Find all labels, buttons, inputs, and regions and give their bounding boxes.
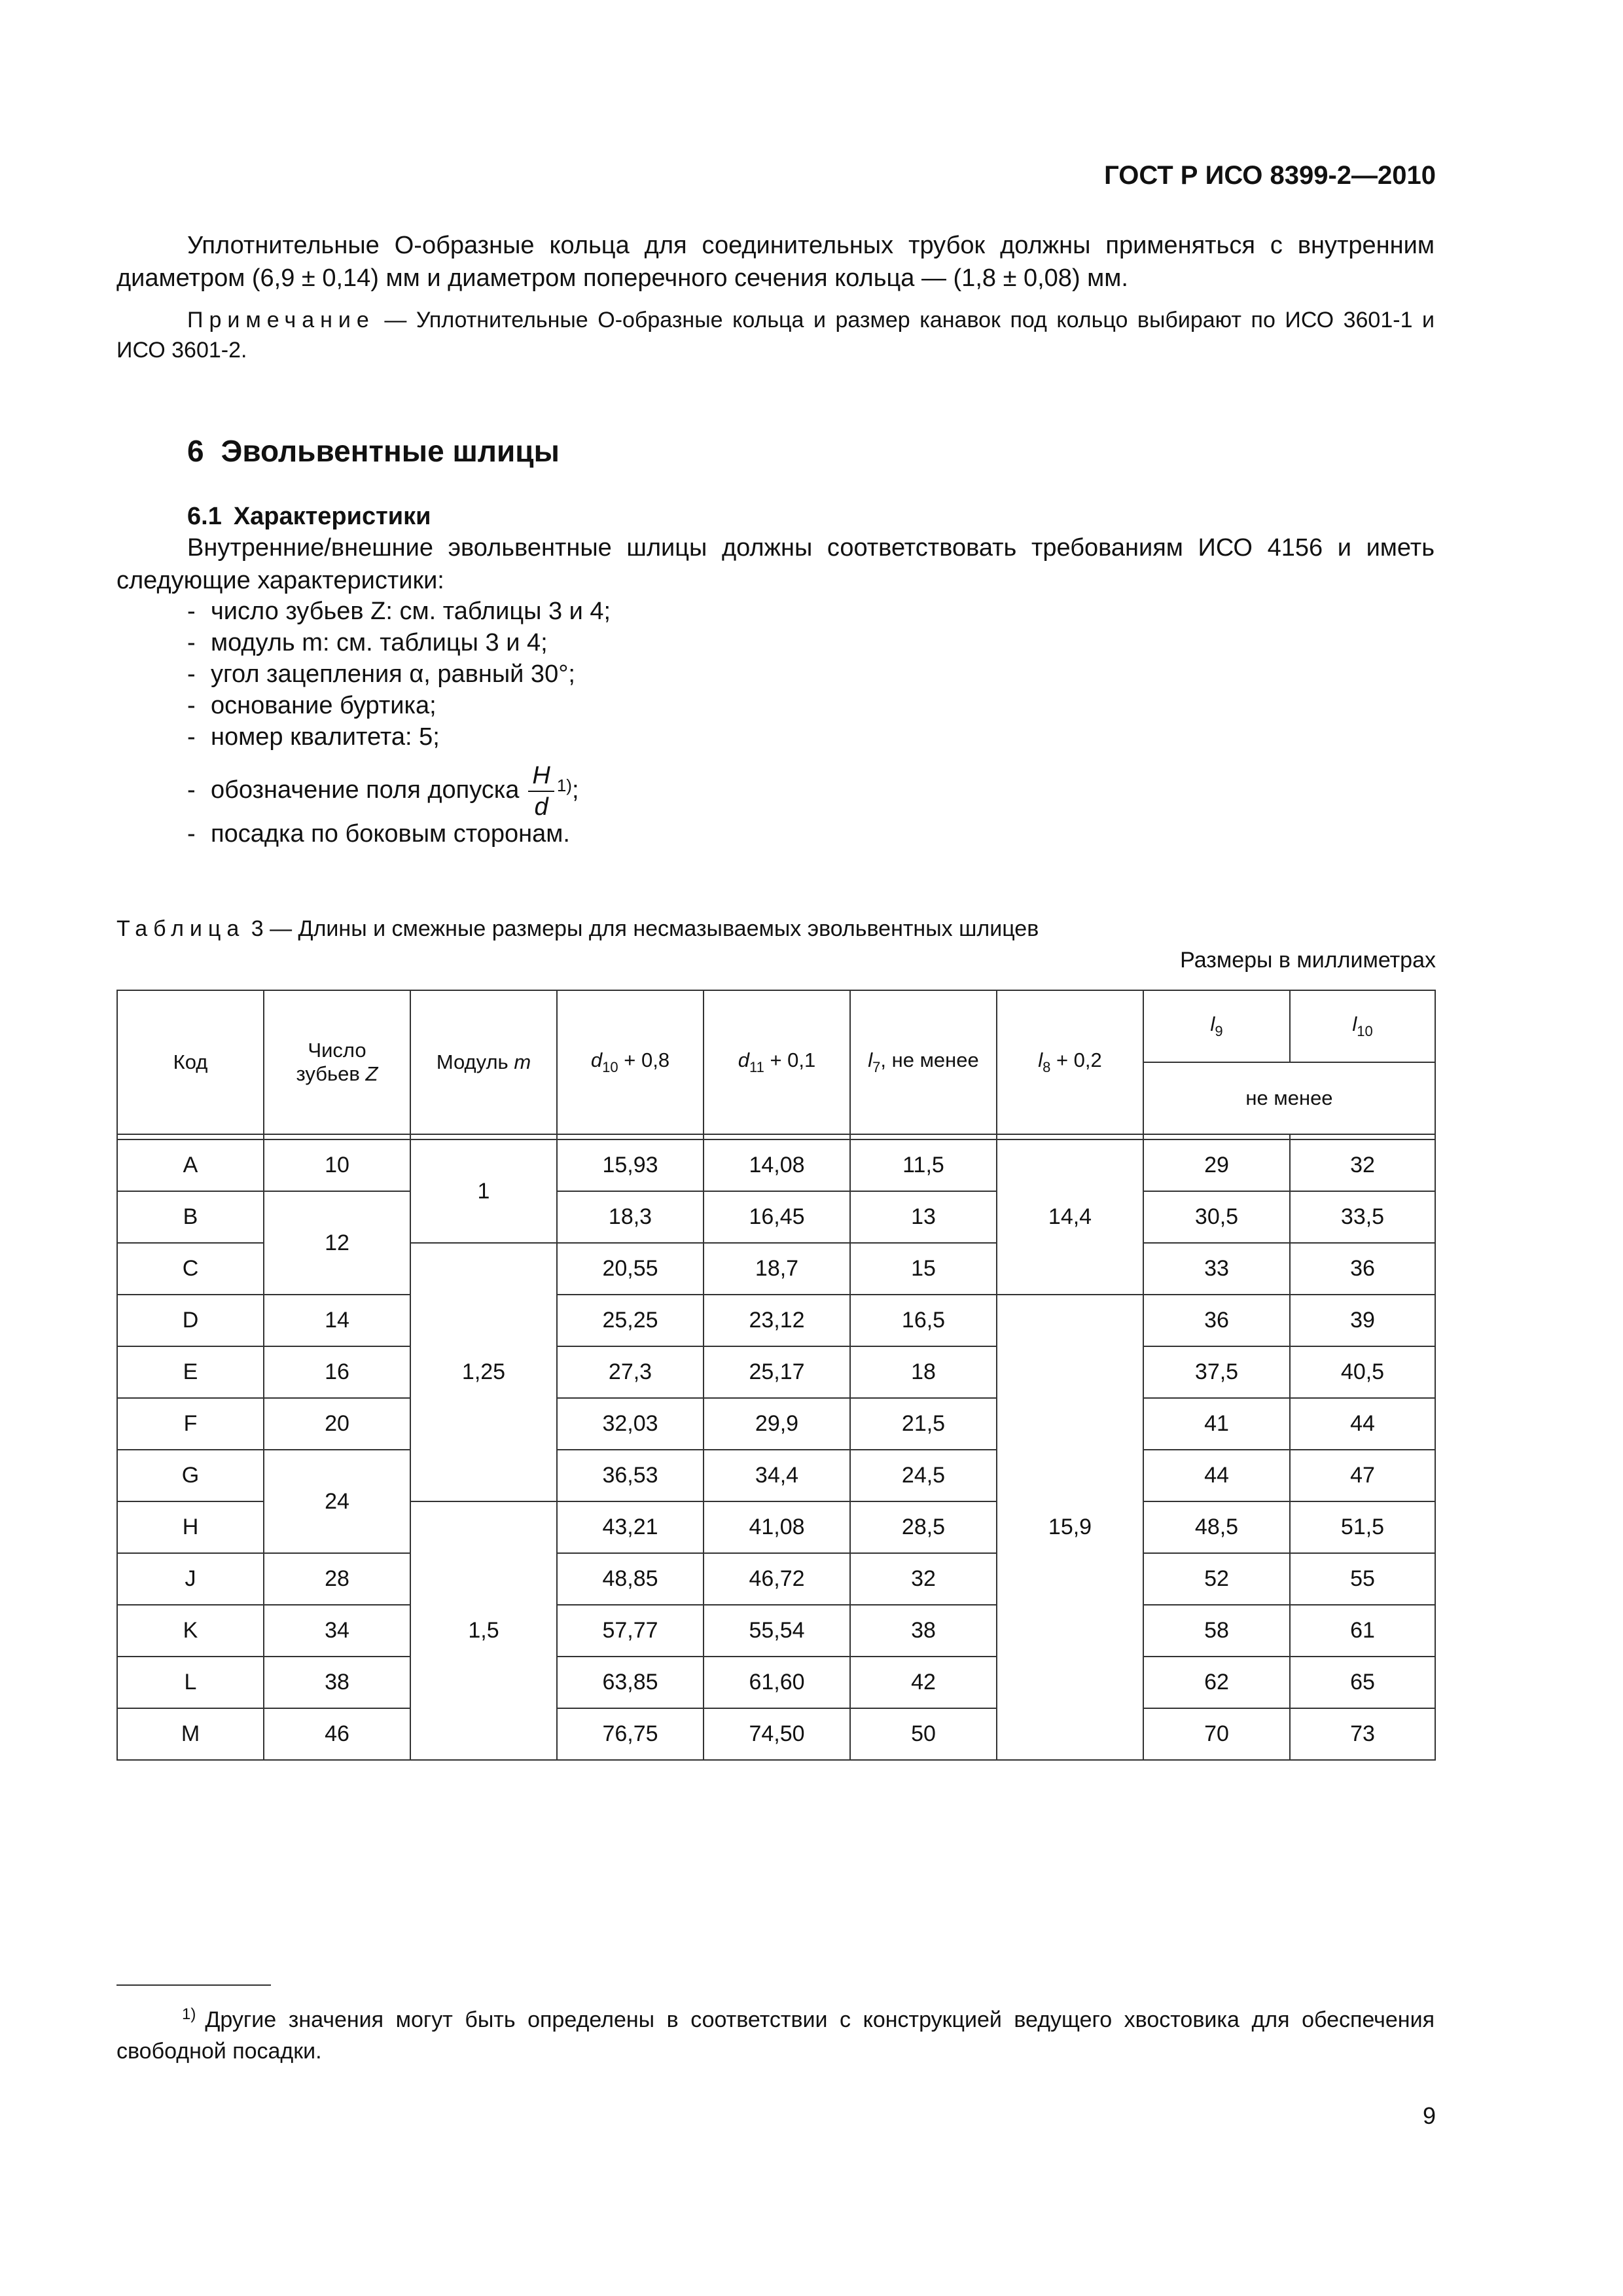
table-row: [117, 1191, 1435, 1243]
table-cell: 41,08: [704, 1501, 850, 1553]
table-cell: 44: [1143, 1450, 1290, 1501]
table-row: [117, 1295, 1435, 1346]
table-cell: 40,5: [1290, 1346, 1435, 1398]
table-cell: 47: [1290, 1450, 1435, 1501]
table-cell: 25,17: [704, 1346, 850, 1398]
table-row: [117, 1346, 1435, 1398]
table-cell: 16: [264, 1346, 410, 1398]
table-cell: 28: [264, 1553, 410, 1605]
table-cell: 30,5: [1143, 1191, 1290, 1243]
table-cell: 63,85: [557, 1657, 704, 1708]
table-cell: 37,5: [1143, 1346, 1290, 1398]
subsection-title: Характеристики: [233, 503, 431, 530]
table-cell: 62: [1143, 1657, 1290, 1708]
table-cell: [850, 1134, 997, 1139]
table-cell: 55: [1290, 1553, 1435, 1605]
footnote-mark: 1): [182, 2005, 196, 2023]
table-cell: 18,3: [557, 1191, 704, 1243]
list-item: - число зубьев Z: см. таблицы 3 и 4;: [187, 598, 611, 625]
header-l10: $l_{10}$: [1290, 990, 1435, 1062]
list-item: - угол зацепления α, равный 30°;: [187, 660, 575, 688]
table-cell: 61: [1290, 1605, 1435, 1657]
table-cell: [117, 1134, 264, 1139]
section-6-heading: [187, 433, 560, 469]
header-l7: $l_7$, не менее: [850, 990, 997, 1134]
table-cell: 28,5: [850, 1501, 997, 1553]
table-cell: 73: [1290, 1708, 1435, 1760]
subsection-intro: Внутренние/внешние эвольвентные шлицы должны соответствовать требованиям ИСО 4156 и иметь следующие характеристики:: [116, 534, 1435, 594]
table-cell: 34,4: [704, 1450, 850, 1501]
table-cell: 50: [850, 1708, 997, 1760]
section-title: Эвольвентные шлицы: [221, 434, 560, 468]
table-cell: 74,50: [704, 1708, 850, 1760]
table-cell: 36,53: [557, 1450, 704, 1501]
note-label: Примечание: [187, 308, 375, 332]
subsection-number: 6.1: [187, 503, 222, 530]
table-row: [117, 1450, 1435, 1501]
table-units: Размеры в миллиметрах: [1180, 948, 1436, 973]
table-cell: [1143, 1134, 1290, 1139]
table-cell: 48,85: [557, 1553, 704, 1605]
table-cell: 15: [850, 1243, 997, 1295]
table-row: [117, 1553, 1435, 1605]
table-cell: 18,7: [704, 1243, 850, 1295]
table-cell: [1290, 1134, 1435, 1139]
note-paragraph: [116, 305, 1435, 365]
list-item: - основание буртика;: [187, 692, 437, 719]
tolerance-fraction: $\frac{H}{d}$: [528, 761, 554, 822]
table-cell: [557, 1134, 704, 1139]
table-cell: 15,9: [997, 1295, 1143, 1760]
note-text: — Уплотнительные О-образные кольца и размер канавок под кольцо выбирают по ИСО 3601-1 и ИСО 3601-2.: [116, 308, 1435, 363]
table-cell: 14,08: [704, 1139, 850, 1191]
table-cell: 58: [1143, 1605, 1290, 1657]
table-cell: 42: [850, 1657, 997, 1708]
table-cell: 39: [1290, 1295, 1435, 1346]
list-item: - номер квалитета: 5;: [187, 723, 440, 751]
table-cell: 57,77: [557, 1605, 704, 1657]
list-item: - модуль m: см. таблицы 3 и 4;: [187, 629, 548, 656]
table-cell: 1,25: [410, 1243, 557, 1501]
table-cell: 41: [1143, 1398, 1290, 1450]
table-cell: C: [117, 1243, 264, 1295]
table-cell: D: [117, 1295, 264, 1346]
table-cell: 33,5: [1290, 1191, 1435, 1243]
header-l9: $l_9$: [1143, 990, 1290, 1062]
table-row: [117, 1139, 1435, 1191]
table-caption: Таблица 3 — Длины и смежные размеры для несмазываемых эвольвентных шлицев: [116, 916, 1039, 941]
table-cell: 1: [410, 1139, 557, 1243]
table-cell: 13: [850, 1191, 997, 1243]
header-teeth: Число зубьев Z: [264, 990, 410, 1134]
table-row: [117, 1398, 1435, 1450]
table-cell: H: [117, 1501, 264, 1553]
table-cell: 55,54: [704, 1605, 850, 1657]
characteristics-list: [187, 596, 611, 850]
intro-paragraph: Уплотнительные О-образные кольца для соединительных трубок должны применяться с внутренним диаметром (6,9 ± 0,14) мм и диаметром поперечного сечения кольца — (1,8 ± 0,08) мм.: [116, 232, 1435, 292]
header-d10: $d_{10} + 0,8$: [557, 990, 704, 1134]
table-cell: 23,12: [704, 1295, 850, 1346]
table-cell: 46: [264, 1708, 410, 1760]
table-cell: M: [117, 1708, 264, 1760]
table-cell: 20: [264, 1398, 410, 1450]
table-cell: 32,03: [557, 1398, 704, 1450]
table-cell: J: [117, 1553, 264, 1605]
table-cell: 21,5: [850, 1398, 997, 1450]
table-cell: 46,72: [704, 1553, 850, 1605]
table-cell: 12: [264, 1191, 410, 1295]
table-cell: 16,45: [704, 1191, 850, 1243]
table-cell: 38: [850, 1605, 997, 1657]
header-code: Код: [117, 990, 264, 1134]
table-cell: 18: [850, 1346, 997, 1398]
table-cell: E: [117, 1346, 264, 1398]
table-cell: 24,5: [850, 1450, 997, 1501]
footnote-reference: 1): [556, 776, 572, 795]
table-cell: 1,5: [410, 1501, 557, 1760]
table-row: [117, 1605, 1435, 1657]
header-d11: $d_{11} + 0,1$: [704, 990, 850, 1134]
table-cell: 29,9: [704, 1398, 850, 1450]
table-cell: 76,75: [557, 1708, 704, 1760]
table-cell: 65: [1290, 1657, 1435, 1708]
table-cell: 32: [1290, 1139, 1435, 1191]
list-item-tolerance: - обозначение поля допуска $\frac{H}{d}$ $^{1)}$;: [187, 761, 579, 821]
list-item: - посадка по боковым сторонам.: [187, 820, 570, 848]
table-cell: 14: [264, 1295, 410, 1346]
table-cell: 61,60: [704, 1657, 850, 1708]
table-cell: A: [117, 1139, 264, 1191]
table-3: [116, 990, 1436, 1761]
table-cell: 48,5: [1143, 1501, 1290, 1553]
table-cell: F: [117, 1398, 264, 1450]
table-cell: 25,25: [557, 1295, 704, 1346]
table-cell: 51,5: [1290, 1501, 1435, 1553]
table-row: [117, 1657, 1435, 1708]
subsection-6-1-heading: [187, 503, 431, 531]
header-module: Модуль m: [410, 990, 557, 1134]
table-cell: [264, 1134, 410, 1139]
table-cell: [410, 1134, 557, 1139]
table-cell: 34: [264, 1605, 410, 1657]
table-cell: L: [117, 1657, 264, 1708]
table-cell: G: [117, 1450, 264, 1501]
table-cell: 27,3: [557, 1346, 704, 1398]
table-cell: 11,5: [850, 1139, 997, 1191]
table-cell: 15,93: [557, 1139, 704, 1191]
section-number: 6: [187, 434, 204, 468]
header-min: не менее: [1143, 1062, 1435, 1134]
table-row: [117, 1708, 1435, 1760]
table-cell: 24: [264, 1450, 410, 1553]
table-cell: K: [117, 1605, 264, 1657]
table-cell: 52: [1143, 1553, 1290, 1605]
footnote-divider: [116, 1984, 271, 1986]
table-cell: 44: [1290, 1398, 1435, 1450]
table-cell: 38: [264, 1657, 410, 1708]
table-cell: 33: [1143, 1243, 1290, 1295]
table-cell: 14,4: [997, 1139, 1143, 1295]
table-cell: B: [117, 1191, 264, 1243]
table-cell: 43,21: [557, 1501, 704, 1553]
page-number: 9: [1422, 2102, 1436, 2129]
table-cell: 20,55: [557, 1243, 704, 1295]
table-cell: 32: [850, 1553, 997, 1605]
document-header: ГОСТ Р ИСО 8399-2—2010: [1104, 161, 1436, 190]
header-l8: $l_8 + 0,2$: [997, 990, 1143, 1134]
table-cell: 16,5: [850, 1295, 997, 1346]
footnote: [116, 1999, 1435, 2067]
table-cell: [704, 1134, 850, 1139]
table-cell: 70: [1143, 1708, 1290, 1760]
table-cell: 10: [264, 1139, 410, 1191]
table-cell: 36: [1143, 1295, 1290, 1346]
table-cell: 29: [1143, 1139, 1290, 1191]
footnote-text: Другие значения могут быть определены в соответствии с конструкцией ведущего хвостовика для обеспечения свободной посадки.: [116, 2007, 1435, 2064]
table-cell: [997, 1134, 1143, 1139]
table-cell: 36: [1290, 1243, 1435, 1295]
